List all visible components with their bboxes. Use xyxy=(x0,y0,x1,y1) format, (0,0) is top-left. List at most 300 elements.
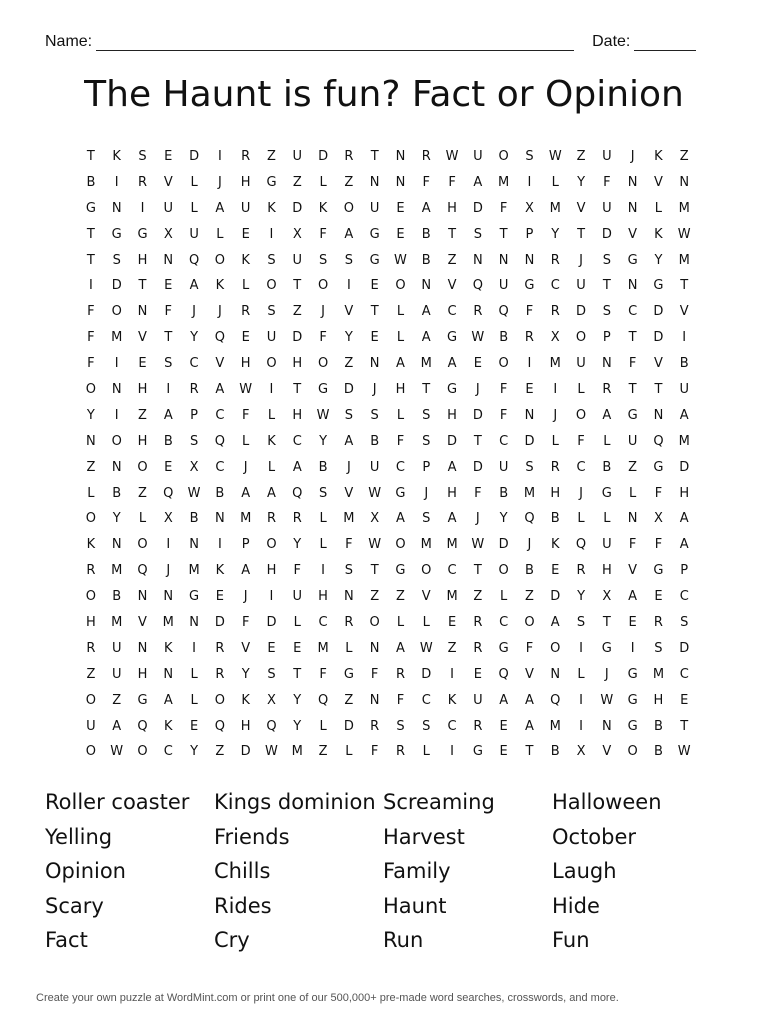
grid-letter: I xyxy=(269,382,274,398)
grid-letter: E xyxy=(267,640,276,656)
grid-letter: U xyxy=(576,278,586,294)
grid-letter: G xyxy=(395,485,406,501)
grid-letter: N xyxy=(653,407,664,423)
grid-letter: P xyxy=(680,563,689,579)
grid-letter: L xyxy=(396,615,405,631)
grid-letter: A xyxy=(524,692,534,708)
grid-letter: S xyxy=(318,485,328,501)
grid-letter: V xyxy=(344,485,354,501)
grid-letter: G xyxy=(266,174,277,190)
grid-letter: S xyxy=(422,718,431,734)
grid-letter: Q xyxy=(317,692,329,708)
grid-letter: B xyxy=(112,589,122,605)
grid-letter: R xyxy=(370,718,380,734)
grid-letter: Z xyxy=(267,149,276,164)
grid-letter: H xyxy=(137,666,148,682)
grid-letter: O xyxy=(266,356,277,372)
grid-letter: S xyxy=(654,640,663,656)
grid-letter: E xyxy=(473,666,482,682)
grid-letter: H xyxy=(395,382,406,398)
grid-letter: F xyxy=(499,200,508,216)
grid-letter: B xyxy=(215,485,225,501)
grid-letter: F xyxy=(319,666,327,682)
grid-letter: F xyxy=(525,640,534,656)
grid-letter: A xyxy=(628,589,638,605)
grid-letter: A xyxy=(447,356,457,372)
grid-letter: H xyxy=(601,563,612,579)
grid-letter: I xyxy=(579,718,583,734)
grid-letter: Q xyxy=(214,433,225,449)
grid-letter: A xyxy=(344,226,354,242)
grid-letter: U xyxy=(292,589,303,605)
grid-letter: X xyxy=(292,226,302,242)
grid-letter: B xyxy=(524,563,534,579)
grid-letter: S xyxy=(602,304,611,320)
grid-letter: L xyxy=(319,718,327,734)
grid-letter: M xyxy=(111,330,123,346)
grid-letter: N xyxy=(86,433,96,449)
grid-letter: F xyxy=(422,174,430,190)
grid-letter: Y xyxy=(654,252,663,268)
grid-letter: C xyxy=(628,304,638,320)
grid-letter: R xyxy=(473,640,483,656)
grid-letter: B xyxy=(499,330,509,346)
grid-letter: F xyxy=(628,356,637,372)
grid-letter: A xyxy=(421,304,431,320)
grid-letter: N xyxy=(137,640,148,656)
grid-letter: S xyxy=(422,407,431,423)
grid-letter: V xyxy=(447,278,457,294)
grid-letter: M xyxy=(549,200,561,216)
grid-letter: W xyxy=(368,485,382,501)
grid-letter: U xyxy=(369,200,380,216)
grid-letter: T xyxy=(680,278,689,294)
grid-letter: W xyxy=(394,252,407,268)
grid-letter: B xyxy=(602,459,612,475)
grid-letter: L xyxy=(190,666,198,682)
grid-letter: R xyxy=(266,511,276,527)
grid-letter: T xyxy=(422,382,431,398)
grid-letter: G xyxy=(343,666,354,682)
grid-letter: K xyxy=(318,200,328,216)
grid-letter: L xyxy=(396,407,405,423)
grid-letter: C xyxy=(576,459,586,475)
grid-letter: V xyxy=(653,356,663,372)
grid-letter: C xyxy=(163,744,173,760)
grid-letter: A xyxy=(163,407,173,423)
grid-letter: B xyxy=(163,433,173,449)
grid-letter: K xyxy=(654,226,663,242)
grid-letter: Y xyxy=(190,330,199,346)
grid-letter: D xyxy=(343,382,354,398)
grid-letter: Z xyxy=(86,666,96,682)
grid-letter: F xyxy=(370,744,379,760)
grid-letter: Z xyxy=(473,589,483,605)
grid-letter: L xyxy=(242,433,250,449)
grid-letter: J xyxy=(553,407,558,423)
grid-letter: Q xyxy=(137,563,148,579)
name-label: Name: xyxy=(45,33,93,50)
grid-letter: I xyxy=(527,174,532,190)
grid-letter: L xyxy=(629,485,637,501)
grid-letter: L xyxy=(216,226,224,242)
grid-letter: I xyxy=(166,537,171,553)
grid-letter: A xyxy=(396,640,405,656)
grid-letter: D xyxy=(111,278,122,294)
grid-letter: F xyxy=(603,174,611,190)
grid-letter: F xyxy=(293,563,302,579)
grid-letter: B xyxy=(318,459,328,475)
grid-letter: R xyxy=(344,149,354,164)
grid-letter: D xyxy=(472,407,483,423)
grid-letter: L xyxy=(293,615,301,631)
grid-letter: M xyxy=(420,356,432,372)
grid-letter: L xyxy=(654,200,663,216)
grid-letter: T xyxy=(86,252,95,268)
grid-letter: R xyxy=(550,252,560,268)
grid-letter: O xyxy=(498,356,509,372)
grid-letter: E xyxy=(164,149,173,164)
grid-letter: A xyxy=(163,692,173,708)
grid-letter: G xyxy=(137,226,148,242)
grid-letter: L xyxy=(319,174,327,190)
grid-letter: K xyxy=(215,278,225,294)
grid-letter: Z xyxy=(138,485,147,501)
grid-letter: M xyxy=(678,433,690,449)
grid-letter: Q xyxy=(653,433,664,449)
grid-letter: A xyxy=(215,382,225,398)
grid-letter: O xyxy=(137,537,148,553)
grid-letter: F xyxy=(654,537,663,553)
grid-letter: A xyxy=(447,459,457,475)
grid-letter: L xyxy=(267,459,276,475)
grid-letter: Y xyxy=(499,511,508,527)
grid-letter: T xyxy=(370,304,379,320)
grid-letter: U xyxy=(163,200,174,216)
grid-letter: U xyxy=(111,640,122,656)
grid-letter: I xyxy=(140,200,145,216)
grid-letter: P xyxy=(241,537,250,553)
grid-letter: I xyxy=(682,330,687,346)
grid-letter: V xyxy=(241,640,251,656)
grid-letter: O xyxy=(111,304,122,320)
grid-letter: S xyxy=(344,252,353,268)
grid-letter: O xyxy=(266,278,277,294)
grid-letter: R xyxy=(395,666,405,682)
grid-letter: R xyxy=(86,563,96,579)
grid-letter: U xyxy=(292,149,303,164)
grid-letter: O xyxy=(550,640,561,656)
grid-letter: Q xyxy=(214,330,225,346)
grid-letter: K xyxy=(164,640,173,656)
grid-letter: F xyxy=(319,330,327,346)
grid-letter: R xyxy=(395,744,405,760)
grid-letter: M xyxy=(678,200,690,216)
grid-letter: R xyxy=(421,149,431,164)
grid-letter: F xyxy=(319,226,327,242)
footer-text: Create your own puzzle at WordMint.com or print one of our 500,000+ pre-made word searches, crosswords, and more. xyxy=(36,992,619,1004)
grid-letter: Z xyxy=(370,589,380,605)
grid-letter: Y xyxy=(319,433,328,449)
grid-letter: O xyxy=(395,278,406,294)
grid-letter: S xyxy=(473,226,482,242)
grid-letter: L xyxy=(87,485,95,501)
grid-letter: N xyxy=(137,304,148,320)
grid-letter: M xyxy=(291,744,303,760)
grid-letter: E xyxy=(293,640,302,656)
grid-letter: G xyxy=(137,692,148,708)
grid-letter: O xyxy=(214,252,225,268)
grid-letter: E xyxy=(215,589,224,605)
grid-letter: R xyxy=(602,382,612,398)
grid-letter: U xyxy=(602,149,612,164)
grid-letter: V xyxy=(628,563,638,579)
grid-letter: K xyxy=(267,433,276,449)
grid-letter: C xyxy=(189,356,199,372)
grid-letter: N xyxy=(111,459,122,475)
grid-letter: I xyxy=(321,563,325,579)
grid-letter: Z xyxy=(344,174,354,190)
grid-letter: J xyxy=(346,459,351,475)
grid-letter: X xyxy=(163,226,173,242)
grid-letter: F xyxy=(577,433,585,449)
word-list-item: Chills xyxy=(214,859,271,883)
grid-letter: E xyxy=(551,563,560,579)
grid-letter: Y xyxy=(86,407,95,423)
grid-letter: Q xyxy=(163,485,174,501)
word-list-item: Halloween xyxy=(552,790,662,814)
grid-letter: D xyxy=(318,149,329,164)
grid-letter: Y xyxy=(577,174,586,190)
name-field[interactable] xyxy=(96,36,574,51)
grid-letter: S xyxy=(422,511,431,527)
grid-letter: O xyxy=(421,563,432,579)
grid-letter: F xyxy=(370,666,379,682)
grid-letter: L xyxy=(500,589,508,605)
grid-letter: W xyxy=(239,382,253,398)
grid-letter: I xyxy=(579,692,583,708)
grid-letter: D xyxy=(343,718,354,734)
grid-letter: C xyxy=(550,278,560,294)
grid-letter: G xyxy=(524,278,535,294)
grid-letter: E xyxy=(396,200,405,216)
grid-letter: I xyxy=(217,537,222,553)
word-list-item: Laugh xyxy=(552,859,617,883)
word-list-item: Yelling xyxy=(45,824,113,849)
grid-letter: C xyxy=(447,304,457,320)
grid-letter: H xyxy=(550,485,561,501)
grid-letter: N xyxy=(369,640,380,656)
grid-letter: H xyxy=(240,174,251,190)
grid-letter: A xyxy=(499,692,509,708)
grid-letter: J xyxy=(217,174,222,190)
grid-letter: N xyxy=(163,666,174,682)
grid-letter: M xyxy=(111,615,123,631)
grid-letter: C xyxy=(421,692,431,708)
grid-letter: N xyxy=(137,589,148,605)
grid-letter: A xyxy=(215,200,225,216)
grid-letter: K xyxy=(447,692,457,708)
grid-letter: O xyxy=(627,744,638,760)
grid-letter: D xyxy=(214,615,225,631)
grid-letter: O xyxy=(395,537,406,553)
grid-letter: V xyxy=(138,330,147,346)
grid-letter: N xyxy=(550,666,561,682)
grid-letter: Z xyxy=(628,459,638,475)
grid-letter: O xyxy=(85,382,97,398)
grid-letter: Z xyxy=(576,149,586,164)
grid-letter: T xyxy=(499,226,508,242)
grid-letter: R xyxy=(473,718,483,734)
grid-letter: A xyxy=(189,278,199,294)
grid-letter: S xyxy=(189,433,199,449)
word-list-item: Family xyxy=(383,859,451,883)
grid-letter: B xyxy=(370,433,380,449)
word-list-item: Scary xyxy=(45,893,104,918)
grid-letter: Y xyxy=(293,692,302,708)
grid-letter: R xyxy=(576,563,586,579)
grid-letter: M xyxy=(162,615,174,631)
grid-letter: E xyxy=(164,459,173,475)
grid-letter: D xyxy=(498,537,509,553)
grid-letter: N xyxy=(524,252,535,268)
grid-letter: R xyxy=(215,640,225,656)
grid-letter: C xyxy=(395,459,405,475)
grid-letter: L xyxy=(190,200,198,216)
word-list-item: Rides xyxy=(214,893,272,918)
grid-letter: G xyxy=(601,485,612,501)
grid-letter: J xyxy=(579,252,583,268)
grid-letter: R xyxy=(524,330,534,346)
grid-letter: I xyxy=(114,356,119,372)
grid-letter: Q xyxy=(214,718,225,734)
grid-letter: Z xyxy=(447,640,457,656)
grid-letter: S xyxy=(164,356,173,372)
grid-letter: H xyxy=(447,200,457,216)
grid-letter: U xyxy=(473,692,483,708)
grid-letter: H xyxy=(292,356,303,372)
grid-letter: D xyxy=(421,666,432,682)
grid-letter: S xyxy=(422,433,431,449)
grid-letter: A xyxy=(241,563,251,579)
grid-letter: Z xyxy=(318,744,328,760)
grid-letter: O xyxy=(575,330,587,346)
grid-letter: M xyxy=(188,563,200,579)
grid-letter: H xyxy=(292,407,303,423)
grid-letter: Y xyxy=(190,744,199,760)
grid-letter: W xyxy=(445,149,459,164)
grid-letter: I xyxy=(217,149,222,164)
grid-letter: M xyxy=(549,356,561,372)
grid-letter: W xyxy=(110,744,124,760)
grid-letter: G xyxy=(627,718,638,734)
grid-letter: N xyxy=(472,252,483,268)
grid-letter: X xyxy=(370,511,380,527)
grid-letter: S xyxy=(525,459,534,475)
grid-letter: Y xyxy=(551,226,560,242)
grid-letter: A xyxy=(241,485,251,501)
grid-letter: M xyxy=(446,589,458,605)
grid-letter: F xyxy=(87,356,95,372)
grid-letter: Q xyxy=(266,718,277,734)
grid-letter: D xyxy=(447,433,458,449)
grid-letter: F xyxy=(87,330,95,346)
grid-letter: Q xyxy=(292,485,303,501)
grid-letter: B xyxy=(112,485,122,501)
grid-letter: B xyxy=(679,356,689,372)
grid-letter: X xyxy=(524,200,534,216)
grid-letter: L xyxy=(422,615,430,631)
grid-letter: C xyxy=(215,407,225,423)
grid-letter: Z xyxy=(679,149,689,164)
grid-letter: R xyxy=(292,511,302,527)
grid-letter: I xyxy=(553,382,558,398)
grid-letter: X xyxy=(267,692,276,708)
grid-letter: D xyxy=(472,200,483,216)
word-list-item: Fun xyxy=(552,928,590,952)
grid-letter: A xyxy=(421,330,431,346)
grid-letter: O xyxy=(85,589,97,605)
grid-letter: W xyxy=(677,744,691,760)
grid-letter: O xyxy=(498,149,509,164)
grid-letter: Y xyxy=(293,718,302,734)
grid-letter: M xyxy=(343,511,355,527)
grid-letter: H xyxy=(447,485,457,501)
grid-letter: L xyxy=(319,511,327,527)
grid-letter: M xyxy=(523,485,536,501)
grid-letter: V xyxy=(215,356,225,372)
grid-letter: A xyxy=(602,407,612,423)
grid-letter: A xyxy=(473,174,483,190)
grid-letter: G xyxy=(627,692,638,708)
grid-letter: Q xyxy=(498,304,509,320)
grid-letter: U xyxy=(189,226,199,242)
grid-letter: K xyxy=(267,200,276,216)
grid-letter: E xyxy=(680,692,689,708)
grid-letter: C xyxy=(447,563,457,579)
grid-letter: G xyxy=(111,226,122,242)
grid-letter: E xyxy=(654,589,663,605)
grid-letter: U xyxy=(86,718,96,734)
grid-letter: Z xyxy=(344,692,354,708)
header xyxy=(45,33,705,51)
grid-letter: H xyxy=(266,563,277,579)
grid-letter: O xyxy=(85,744,97,760)
grid-letter: N xyxy=(189,537,199,553)
date-field[interactable] xyxy=(634,36,696,51)
grid-letter: E xyxy=(473,356,482,372)
grid-letter: C xyxy=(499,615,509,631)
grid-letter: I xyxy=(269,589,274,605)
grid-letter: R xyxy=(473,304,483,320)
grid-letter: M xyxy=(240,511,252,527)
grid-letter: V xyxy=(421,589,431,605)
grid-letter: J xyxy=(321,304,325,320)
grid-letter: I xyxy=(527,356,532,372)
grid-letter: G xyxy=(653,459,664,475)
grid-letter: Z xyxy=(215,744,225,760)
grid-letter: D xyxy=(601,226,612,242)
grid-letter: T xyxy=(370,149,379,164)
grid-letter: H xyxy=(679,485,690,501)
grid-letter: F xyxy=(499,382,508,398)
date-label: Date: xyxy=(592,33,631,50)
grid-letter: Z xyxy=(138,407,147,423)
grid-letter: L xyxy=(603,433,611,449)
grid-letter: C xyxy=(679,666,689,682)
grid-letter: N xyxy=(395,149,406,164)
grid-letter: Y xyxy=(112,511,121,527)
